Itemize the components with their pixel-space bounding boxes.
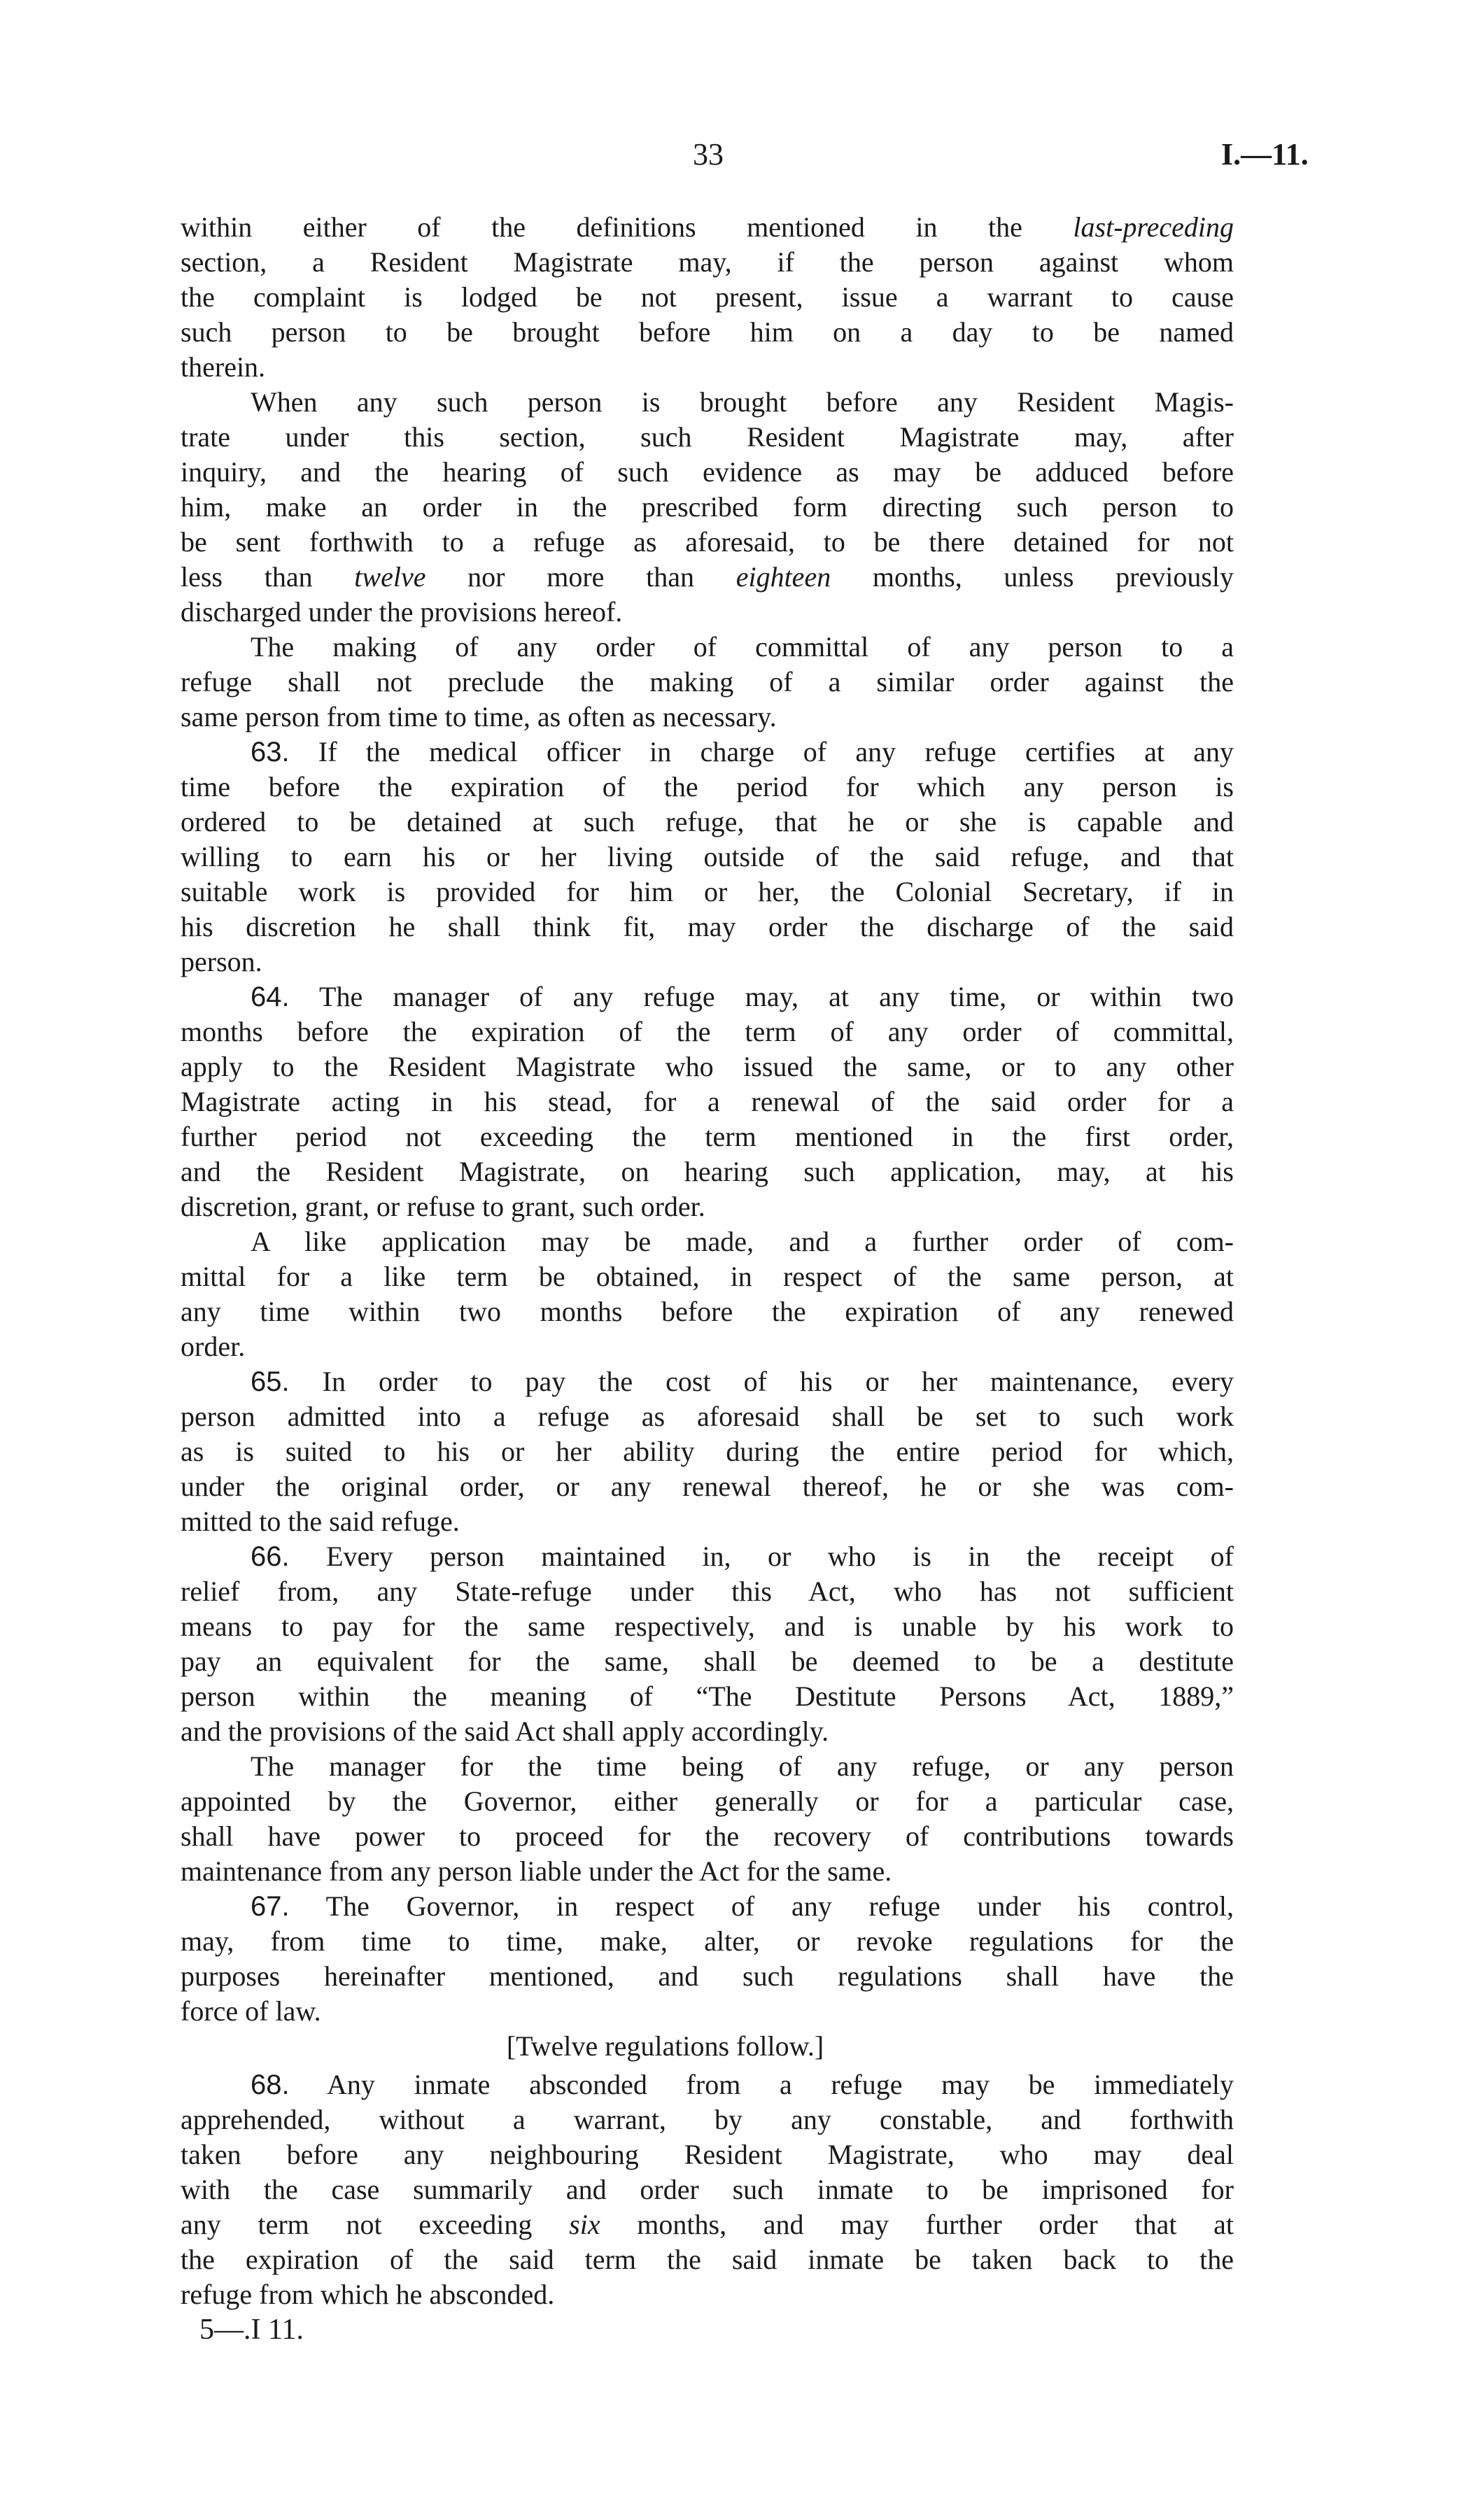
text-run: The making of any order of committal of any person to a xyxy=(251,631,1234,663)
italic-text: eighteen xyxy=(736,561,831,593)
paragraph xyxy=(181,2067,1234,2312)
text-run: nor more than xyxy=(425,561,736,593)
text-line xyxy=(181,455,1234,490)
text-line xyxy=(181,280,1234,315)
text-run: maintenance from any person liable under the Act for the same. xyxy=(181,1855,892,1887)
text-run: him, make an order in the prescribed form directing such person to xyxy=(181,491,1234,523)
text-run: as is suited to his or her ability during the entire period for which, xyxy=(181,1436,1234,1467)
paragraph xyxy=(181,630,1234,735)
text-run: apprehended, without a warrant, by any constable, and forthwith xyxy=(181,2104,1234,2135)
text-line xyxy=(181,1679,1234,1714)
text-run: and the provisions of the said Act shall apply accordingly. xyxy=(181,1715,829,1747)
text-line xyxy=(181,315,1234,350)
text-line xyxy=(181,909,1234,944)
text-line xyxy=(181,1014,1234,1049)
section-number: 67. xyxy=(251,1891,290,1922)
text-line xyxy=(181,2102,1234,2137)
text-run: further period not exceeding the term mentioned in the first order, xyxy=(181,1121,1234,1152)
text-line xyxy=(181,1994,1234,2029)
text-line xyxy=(181,1539,1234,1574)
section-number: 63. xyxy=(251,737,290,767)
text-line xyxy=(181,245,1234,280)
text-run: person admitted into a refuge as aforesaid shall be set to such work xyxy=(181,1401,1234,1432)
text-line xyxy=(181,1644,1234,1679)
text-run: purposes hereinafter mentioned, and such regulations shall have the xyxy=(181,1960,1234,1992)
text-line xyxy=(181,1294,1234,1329)
text-run: If the medical officer in charge of any refuge certifies at any xyxy=(289,736,1234,767)
text-line xyxy=(181,2067,1234,2102)
editorial-note: [Twelve regulations follow.] xyxy=(506,2030,824,2062)
text-run: When any such person is brought before any Resident Magis- xyxy=(251,386,1234,418)
text-run: same person from time to time, as often as necessary. xyxy=(181,701,777,732)
paragraph xyxy=(181,1889,1234,2029)
text-line xyxy=(181,1259,1234,1294)
text-line xyxy=(181,1574,1234,1609)
text-run: relief from, any State-refuge under this Act, who has not sufficient xyxy=(181,1576,1234,1607)
text-run: mitted to the said refuge. xyxy=(181,1506,460,1537)
text-run: force of law. xyxy=(181,1995,321,2027)
text-run: ordered to be detained at such refuge, that he or she is capable and xyxy=(181,806,1234,837)
text-line xyxy=(181,630,1234,665)
text-line xyxy=(181,840,1234,875)
text-run: refuge from which he absconded. xyxy=(181,2279,555,2310)
text-run: appointed by the Governor, either generally or for a particular case, xyxy=(181,1785,1234,1817)
text-run: The manager for the time being of any refuge, or any person xyxy=(251,1750,1234,1782)
text-line xyxy=(181,420,1234,455)
text-run: person. xyxy=(181,946,262,977)
paragraph xyxy=(181,1224,1234,1364)
document-body xyxy=(181,210,1234,2312)
text-line xyxy=(181,1224,1234,1259)
text-run: time before the expiration of the period for which any person is xyxy=(181,771,1234,802)
text-run: months before the expiration of the term of any order of committal, xyxy=(181,1016,1234,1047)
text-line xyxy=(181,1399,1234,1434)
sections-before-note xyxy=(181,210,1234,2029)
text-line xyxy=(181,1819,1234,1854)
text-run: section, a Resident Magistrate may, if the person against whom xyxy=(181,246,1234,278)
text-run: the complaint is lodged be not present, issue a warrant to cause xyxy=(181,281,1234,313)
italic-text: six xyxy=(569,2209,600,2240)
text-line xyxy=(181,2137,1234,2172)
sections-after-note xyxy=(181,2067,1234,2312)
text-run: discretion, grant, or refuse to grant, such order. xyxy=(181,1191,705,1222)
text-run: pay an equivalent for the same, shall be deemed to be a destitute xyxy=(181,1645,1234,1677)
text-run: shall have power to proceed for the recovery of contributions towards xyxy=(181,1820,1234,1852)
paragraph xyxy=(181,979,1234,1224)
text-run: may, from time to time, make, alter, or revoke regulations for the xyxy=(181,1925,1234,1957)
text-run: mittal for a like term be obtained, in respect of the same person, at xyxy=(181,1261,1234,1292)
text-line xyxy=(181,2207,1234,2242)
text-line xyxy=(181,1504,1234,1539)
text-run: such person to be brought before him on a day to be named xyxy=(181,316,1234,348)
text-line xyxy=(181,2242,1234,2277)
text-run: In order to pay the cost of his or her maintenance, every xyxy=(289,1366,1234,1397)
paragraph xyxy=(181,1364,1234,1539)
paragraph xyxy=(181,1749,1234,1889)
text-run: refuge shall not preclude the making of a similar order against the xyxy=(181,666,1234,698)
section-number: 68. xyxy=(251,2069,290,2100)
text-line xyxy=(181,560,1234,595)
text-run: order. xyxy=(181,1331,246,1362)
document-reference: I.—11. xyxy=(1221,137,1309,171)
text-line xyxy=(181,1189,1234,1224)
text-line xyxy=(181,700,1234,735)
text-run: with the case summarily and order such inmate to be imprisoned for xyxy=(181,2174,1234,2205)
text-line xyxy=(181,1084,1234,1119)
paragraph xyxy=(181,210,1234,385)
text-line xyxy=(181,1784,1234,1819)
page-number: 33 xyxy=(693,137,724,171)
paragraph xyxy=(181,385,1234,630)
text-line xyxy=(181,490,1234,525)
text-line xyxy=(181,1889,1234,1924)
text-run: The manager of any refuge may, at any time, or within two xyxy=(289,981,1234,1012)
text-run: Any inmate absconded from a refuge may be immediately xyxy=(289,2069,1234,2100)
text-line xyxy=(181,875,1234,909)
text-line xyxy=(181,1749,1234,1784)
text-run: therein. xyxy=(181,351,266,383)
text-line xyxy=(181,525,1234,560)
text-line xyxy=(181,735,1234,770)
text-line xyxy=(181,385,1234,420)
text-run: suitable work is provided for him or her, the Colonial Secretary, if in xyxy=(181,876,1234,907)
text-run: The Governor, in respect of any refuge under his control, xyxy=(289,1890,1234,1922)
text-run: discharged under the provisions hereof. xyxy=(181,596,623,628)
text-run: his discretion he shall think fit, may order the discharge of the said xyxy=(181,911,1234,942)
text-line xyxy=(181,350,1234,385)
text-run: means to pay for the same respectively, and is unable by his work to xyxy=(181,1611,1234,1642)
text-run: A like application may be made, and a further order of com- xyxy=(251,1226,1234,1257)
text-line xyxy=(181,1434,1234,1469)
text-run: any term not exceeding xyxy=(181,2209,570,2240)
text-line xyxy=(181,1959,1234,1994)
text-run: willing to earn his or her living outside of the said refuge, and that xyxy=(181,841,1234,872)
text-line xyxy=(181,595,1234,630)
text-run: months, unless previously xyxy=(831,561,1234,593)
text-line xyxy=(181,1049,1234,1084)
text-line xyxy=(181,1714,1234,1749)
text-line xyxy=(181,1119,1234,1154)
text-run: within either of the definitions mentioned in the xyxy=(181,211,1074,243)
text-line xyxy=(181,1609,1234,1644)
text-run: inquiry, and the hearing of such evidence as may be adduced before xyxy=(181,456,1234,488)
italic-text: twelve xyxy=(354,561,426,593)
text-line xyxy=(181,1924,1234,1959)
text-run: trate under this section, such Resident Magistrate may, after xyxy=(181,421,1234,453)
paragraph xyxy=(181,735,1234,979)
text-run: taken before any neighbouring Resident Magistrate, who may deal xyxy=(181,2139,1234,2170)
text-line xyxy=(181,2277,1234,2312)
text-line xyxy=(181,1154,1234,1189)
text-line xyxy=(181,805,1234,840)
text-line xyxy=(181,1469,1234,1504)
italic-text: last-preceding xyxy=(1073,211,1234,243)
text-line xyxy=(181,1854,1234,1889)
text-line xyxy=(181,1364,1234,1399)
text-run: and the Resident Magistrate, on hearing such application, may, at his xyxy=(181,1156,1234,1187)
paragraph xyxy=(181,1539,1234,1749)
text-run: under the original order, or any renewal thereof, he or she was com- xyxy=(181,1471,1234,1502)
section-number: 66. xyxy=(251,1541,290,1572)
text-run: months, and may further order that at xyxy=(600,2209,1234,2240)
text-run: the expiration of the said term the said inmate be taken back to the xyxy=(181,2244,1234,2275)
text-line xyxy=(181,210,1234,245)
text-run: person within the meaning of “The Destitute Persons Act, 1889,” xyxy=(181,1680,1234,1712)
text-run: Magistrate acting in his stead, for a renewal of the said order for a xyxy=(181,1086,1234,1117)
text-run: any time within two months before the expiration of any renewed xyxy=(181,1296,1234,1327)
signature-mark: 5—.I 11. xyxy=(199,2314,304,2346)
text-line xyxy=(181,665,1234,700)
text-run: less than xyxy=(181,561,355,593)
section-number: 65. xyxy=(251,1366,290,1397)
text-run: Every person maintained in, or who is in the receipt of xyxy=(289,1541,1234,1572)
text-line xyxy=(181,944,1234,979)
text-line xyxy=(181,1329,1234,1364)
text-line xyxy=(181,2172,1234,2207)
text-line xyxy=(181,770,1234,805)
text-run: apply to the Resident Magistrate who issued the same, or to any other xyxy=(181,1051,1234,1082)
section-number: 64. xyxy=(251,982,290,1012)
text-line xyxy=(181,979,1234,1014)
text-run: be sent forthwith to a refuge as aforesaid, to be there detained for not xyxy=(181,526,1234,558)
